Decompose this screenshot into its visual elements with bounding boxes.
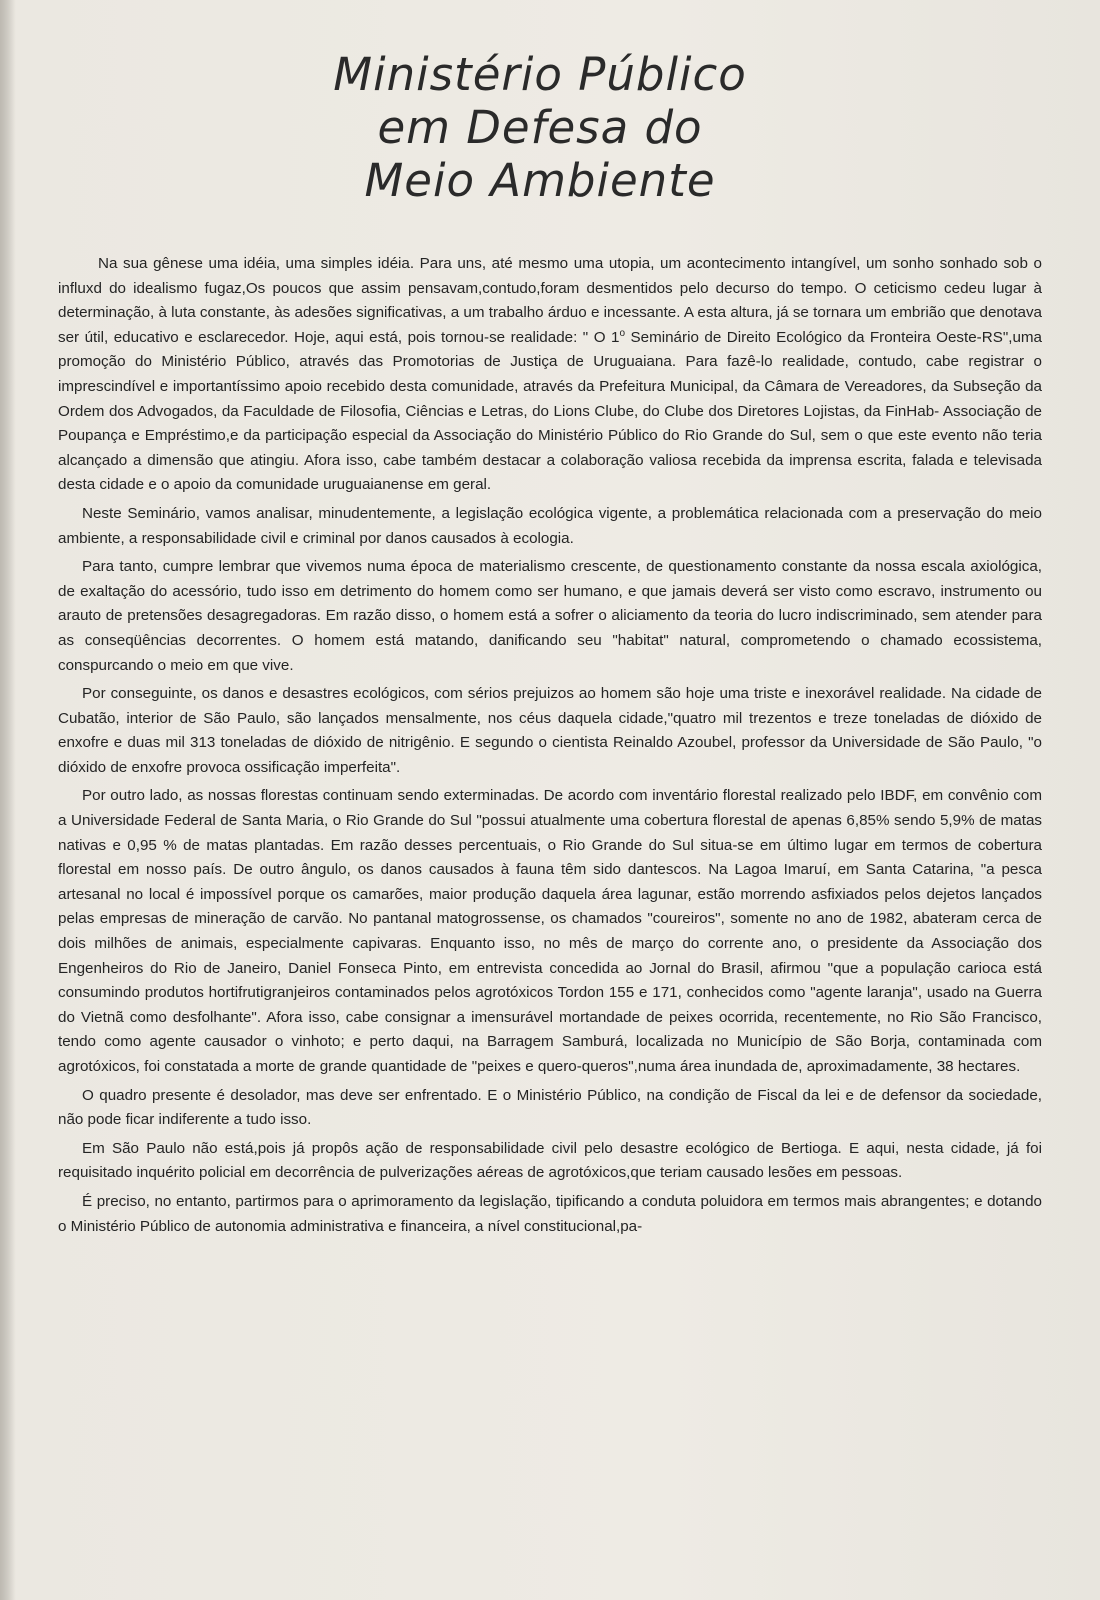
paragraph-intro-text-a: Na sua gênese uma idéia, uma simples idéia. Para uns, até mesmo uma utopia, um acontecimento intangível, um sonho sonhado sob o influxd do idealismo fugaz,Os poucos que assim pensavam,contudo,foram desmentidos pelo decurso do tempo. O ceticismo cedeu lugar à determinação, à luta constante, às adesões significativas, a um trabalho árduo e incessante. A esta altura, já se tornara um embrião que denotava ser útil, educativo e esclarecedor. Hoje, aqui está, pois tornou-se realidade: " O 1: [58, 255, 1042, 346]
paragraph-cubatao: Por conseguinte, os danos e desastres ecológicos, com sérios prejuizos ao homem são hoje uma triste e inexorável realidade. Na cidade de Cubatão, interior de São Paulo, são lançados mensalmente, nos céus daquela cidade,"quatro mil trezentos e treze toneladas de dióxido de enxofre e duas mil 313 toneladas de dióxido de nitrigênio. E segundo o cientista Reinaldo Azoubel, professor da Universidade de São Paulo, "o dióxido de enxofre provoca ossificação imperfeita".: [58, 685, 1042, 776]
paragraph-seminar: Neste Seminário, vamos analisar, minudentemente, a legislação ecológica vigente, a problemática relacionada com a preservação do meio ambiente, a responsabilidade civil e criminal por danos causados à ecologia.: [58, 504, 1042, 547]
paragraph-legislation: É preciso, no entanto, partirmos para o aprimoramento da legislação, tipificando a conduta poluidora em termos mais abrangentes; e dotando o Ministério Público de autonomia administrativa e financeira, a nível constitucional,pa-: [58, 1192, 1042, 1235]
title-line-2: em Defesa do: [377, 101, 703, 155]
page-title: [0, 48, 1080, 207]
ordinal-superscript: o: [619, 327, 626, 339]
paragraph-forests: Por outro lado, as nossas florestas continuam sendo exterminadas. De acordo com inventário florestal realizado pelo IBDF, em convênio com a Universidade Federal de Santa Maria, o Rio Grande do Sul "possui atualmente uma cobertura florestal de apenas 6,85% sendo 5,9% de matas nativas e 0,95 % de matas plantadas. Em razão desses percentuais, o Rio Grande do Sul situa-se em último lugar em termos de cobertura florestal em nosso país. De outro ângulo, os danos causados à fauna têm sido dantescos. Na Lagoa Imaruí, em Santa Catarina, "a pesca artesanal no local é impossível porque os camarões, maior produção daquela área lagunar, estão morrendo asfixiados pelos dejetos lançados pelas empresas de mineração de carvão. No pantanal matogrossense, os chamados "coureiros", somente no ano de 1982, abateram cerca de dois milhões de animais, especialmente capivaras. Enquanto isso, no mês de março do corrente ano, o presidente da Associação dos Engenheiros do Rio de Janeiro, Daniel Fonseca Pinto, em entrevista concedida ao Jornal do Brasil, afirmou "que a população carioca está consumindo produtos hortifrutigranjeiros contaminados pelos agrotóxicos Tordon 155 e 171, conhecidos como "agente laranja", usado na Guerra do Vietnã como desfolhante". Afora isso, cabe consignar a imensurável mortandade de peixes ocorrida, recentemente, no Rio São Francisco, tendo como agente causador o vinhoto; e perto daqui, na Barragem Samburá, localizada no Município de São Borja, contaminada com agrotóxicos, foi constatada a morte de grande quantidade de "peixes e quero-queros",numa área inundada de, aproximadamente, 38 hectares.: [58, 787, 1042, 1075]
article-body: [58, 252, 1042, 1243]
page-fold-shadow: [0, 0, 16, 1600]
paragraph-materialism: Para tanto, cumpre lembrar que vivemos numa época de materialismo crescente, de questionamento constante da nossa escala axiológica, de exaltação do acessório, tudo isso em detrimento do homem como ser humano, e que jamais deverá ser visto como escravo, instrumento ou arauto de pretensões desagregadoras. Em razão disso, o homem está a sofrer o aliciamento da teoria do lucro indiscriminado, sem atender para as conseqüências decorrentes. O homem está matando, danificando seu "habitat" natural, comprometendo o chamado ecossistema, conspurcando o meio em que vive.: [58, 558, 1042, 674]
title-line-3: Meio Ambiente: [364, 154, 716, 208]
paragraph-sao-paulo: Em São Paulo não está,pois já propôs ação de responsabilidade civil pelo desastre ecológico de Bertioga. E aqui, nesta cidade, já foi requisitado inquérito policial em decorrência de pulverizações aéreas de agrotóxicos,que teriam causado lesões em pessoas.: [58, 1139, 1042, 1182]
title-line-1: Ministério Público: [333, 48, 747, 102]
paragraph-intro: [58, 252, 1042, 498]
paragraph-intro-text-b: Seminário de Direito Ecológico da Fronteira Oeste-RS",uma promoção do Ministério Público, através das Promotorias de Justiça de Uruguaiana. Para fazê-lo realidade, contudo, cabe registrar o imprescindível e importantíssimo apoio recebido desta comunidade, através da Prefeitura Municipal, da Câmara de Vereadores, da Subseção da Ordem dos Advogados, da Faculdade de Filosofia, Ciências e Letras, do Lions Clube, do Clube dos Diretores Lojistas, da FinHab- Associação de Poupança e Empréstimo,e da participação especial da Associação do Ministério Público do Rio Grande do Sul, sem o que este evento não teria alcançado a dimensão que atingiu. Afora isso, cabe também destacar a colaboração valiosa recebida da imprensa escrita, falada e televisada desta cidade e o apoio da comunidade uruguaianense em geral.: [58, 328, 1042, 494]
paragraph-ministerio: O quadro presente é desolador, mas deve ser enfrentado. E o Ministério Público, na condição de Fiscal da lei e de defensor da sociedade, não pode ficar indiferente a tudo isso.: [58, 1086, 1042, 1129]
